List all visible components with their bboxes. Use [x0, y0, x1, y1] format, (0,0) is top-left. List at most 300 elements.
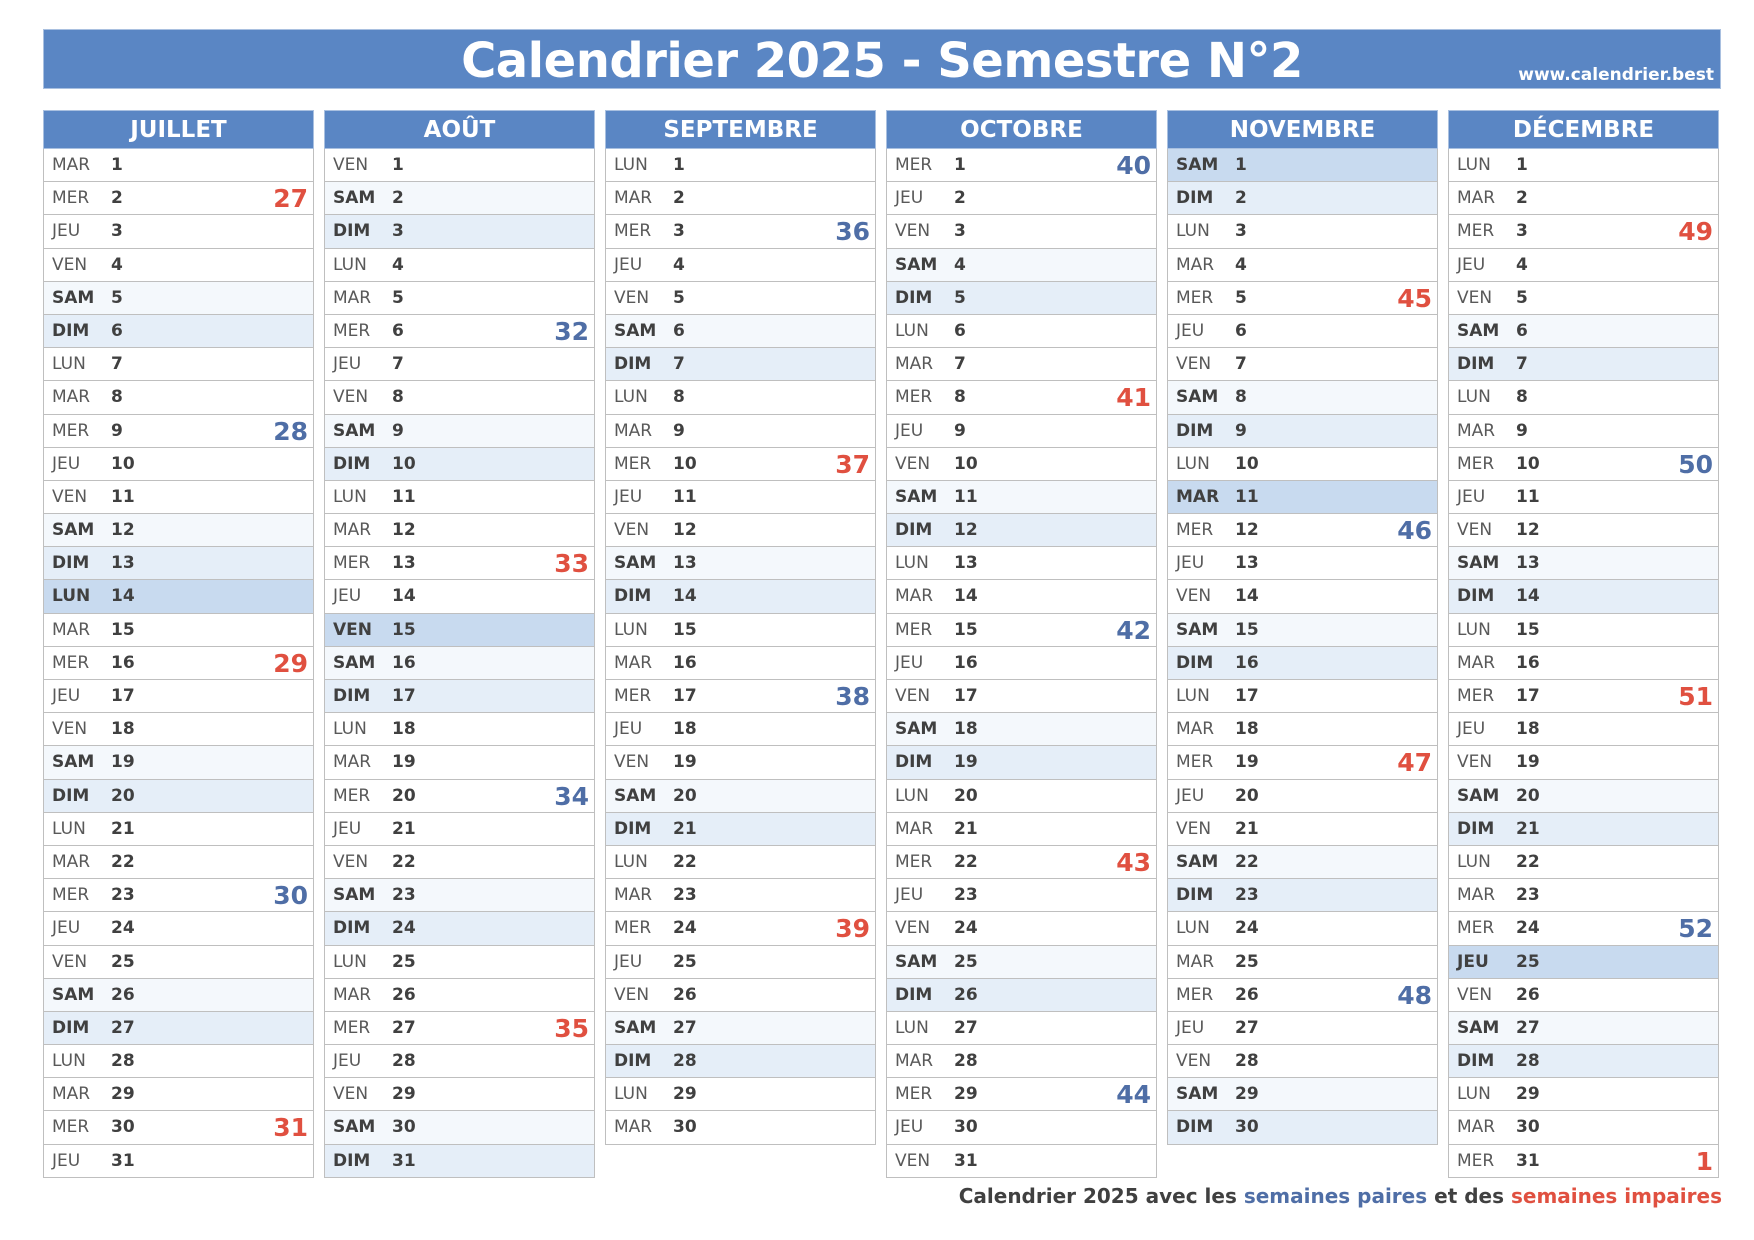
day-number: 15 [1235, 619, 1259, 640]
day-name: DIM [52, 1017, 90, 1038]
day-name: MER [895, 155, 933, 175]
day-number: 6 [111, 320, 123, 341]
day-row [324, 647, 595, 680]
day-name: VEN [1457, 984, 1493, 1005]
day-name: VEN [614, 984, 650, 1005]
week-number: 51 [1678, 682, 1713, 711]
day-name: DIM [614, 354, 652, 375]
day-name: VEN [1176, 354, 1212, 375]
day-row [324, 614, 595, 647]
day-name: LUN [333, 951, 367, 972]
day-name: JEU [614, 719, 643, 740]
day-row [1167, 813, 1438, 846]
day-row [605, 215, 876, 248]
day-name: MER [1176, 752, 1214, 773]
week-number: 49 [1678, 217, 1713, 247]
day-number: 14 [954, 586, 978, 607]
day-number: 23 [1235, 885, 1259, 906]
month-column [43, 110, 314, 1178]
day-name: LUN [614, 619, 648, 640]
day-name: LUN [1457, 851, 1491, 872]
day-number: 6 [673, 320, 685, 341]
day-row [605, 813, 876, 846]
day-row [324, 780, 595, 813]
day-number: 24 [673, 918, 697, 939]
day-name: SAM [52, 287, 95, 308]
day-name: JEU [614, 486, 643, 507]
footer-middle: et des [1434, 1184, 1504, 1208]
month-header: DÉCEMBRE [1448, 110, 1719, 149]
day-name: SAM [1176, 851, 1219, 872]
day-name: LUN [1457, 155, 1491, 175]
day-number: 29 [1235, 1084, 1259, 1105]
day-row [886, 215, 1157, 248]
month-column [605, 110, 876, 1145]
day-number: 14 [1235, 586, 1259, 607]
day-row [1448, 149, 1719, 182]
day-number: 2 [954, 188, 966, 209]
day-row [324, 979, 595, 1012]
day-row [605, 580, 876, 613]
day-row [1448, 780, 1719, 813]
day-name: MAR [1457, 188, 1496, 209]
day-number: 15 [954, 619, 978, 640]
day-name: MER [614, 686, 652, 706]
day-number: 18 [673, 719, 697, 740]
day-number: 20 [1516, 785, 1540, 806]
day-name: SAM [1457, 1017, 1500, 1038]
day-number: 17 [392, 686, 416, 706]
week-number: 36 [835, 217, 870, 247]
day-name: VEN [333, 619, 372, 640]
day-number: 15 [111, 619, 135, 640]
day-name: LUN [333, 254, 367, 275]
day-number: 15 [392, 619, 416, 640]
day-row [1448, 912, 1719, 945]
day-number: 8 [673, 387, 685, 408]
day-name: MAR [895, 354, 934, 375]
day-number: 13 [1235, 553, 1259, 574]
day-number: 7 [673, 354, 685, 375]
day-number: 8 [954, 387, 966, 408]
day-number: 6 [392, 320, 404, 341]
day-row [886, 149, 1157, 182]
week-number: 45 [1397, 283, 1432, 313]
day-row [324, 846, 595, 879]
day-name: JEU [895, 1117, 924, 1138]
day-row [1448, 215, 1719, 248]
week-number: 40 [1116, 151, 1151, 180]
day-name: VEN [1457, 520, 1493, 541]
day-name: LUN [1176, 686, 1210, 706]
day-name: JEU [1457, 719, 1486, 740]
day-row [43, 415, 314, 448]
day-number: 31 [392, 1150, 416, 1171]
day-name: LUN [52, 1051, 86, 1072]
day-number: 16 [1235, 652, 1259, 673]
day-number: 1 [111, 155, 123, 175]
day-name: MAR [1457, 652, 1496, 673]
day-number: 26 [392, 984, 416, 1005]
day-number: 18 [392, 719, 416, 740]
day-row [605, 448, 876, 481]
day-number: 21 [1235, 818, 1259, 839]
day-row [1167, 149, 1438, 182]
day-number: 28 [1235, 1051, 1259, 1072]
day-name: DIM [895, 287, 933, 308]
day-name: VEN [52, 719, 88, 740]
day-number: 19 [1235, 752, 1259, 773]
day-row [324, 547, 595, 580]
day-row [605, 680, 876, 713]
day-row [1167, 415, 1438, 448]
day-number: 25 [954, 951, 978, 972]
day-row [1448, 580, 1719, 613]
day-number: 11 [954, 486, 978, 507]
day-row [43, 1045, 314, 1078]
day-number: 8 [111, 387, 123, 408]
day-name: VEN [895, 221, 931, 242]
day-number: 25 [673, 951, 697, 972]
day-number: 29 [673, 1084, 697, 1105]
day-row [886, 647, 1157, 680]
day-row [886, 481, 1157, 514]
day-name: SAM [333, 188, 376, 209]
day-row [1448, 1012, 1719, 1045]
day-row [43, 1012, 314, 1045]
day-name: MER [333, 320, 371, 341]
day-number: 30 [392, 1117, 416, 1138]
day-number: 15 [1516, 619, 1540, 640]
day-number: 25 [111, 951, 135, 972]
day-row [1448, 547, 1719, 580]
day-number: 21 [111, 818, 135, 839]
day-name: DIM [1457, 818, 1495, 839]
day-number: 12 [1516, 520, 1540, 541]
day-name: VEN [52, 486, 88, 507]
day-name: LUN [1457, 387, 1491, 408]
week-number: 44 [1116, 1080, 1151, 1110]
day-name: VEN [333, 155, 369, 175]
day-name: MAR [1176, 951, 1215, 972]
day-row [43, 879, 314, 912]
day-row [605, 514, 876, 547]
day-number: 24 [392, 918, 416, 939]
day-number: 6 [1516, 320, 1528, 341]
day-number: 19 [111, 752, 135, 773]
day-name: DIM [895, 520, 933, 541]
day-name: MER [52, 885, 90, 906]
month-header: JUILLET [43, 110, 314, 149]
day-row [1167, 979, 1438, 1012]
day-number: 2 [1516, 188, 1528, 209]
day-number: 30 [954, 1117, 978, 1138]
day-name: DIM [1176, 885, 1214, 906]
week-number: 52 [1678, 914, 1713, 944]
day-name: LUN [333, 486, 367, 507]
day-name: DIM [333, 686, 371, 706]
day-number: 8 [1235, 387, 1247, 408]
day-row [324, 946, 595, 979]
day-row [324, 514, 595, 547]
day-name: MAR [52, 1084, 91, 1105]
day-name: MER [1176, 520, 1214, 541]
day-row [324, 1012, 595, 1045]
day-number: 4 [954, 254, 966, 275]
day-name: MER [1457, 453, 1495, 474]
day-row [1448, 946, 1719, 979]
day-number: 14 [392, 586, 416, 607]
day-row [605, 780, 876, 813]
day-name: DIM [614, 1051, 652, 1072]
day-row [605, 1045, 876, 1078]
day-name: JEU [1176, 785, 1205, 806]
day-number: 30 [111, 1117, 135, 1138]
day-name: LUN [1176, 221, 1210, 242]
day-row [43, 381, 314, 414]
week-number: 32 [554, 316, 589, 346]
day-name: JEU [895, 885, 924, 906]
day-row [605, 846, 876, 879]
day-row [886, 1045, 1157, 1078]
day-name: MAR [1457, 420, 1496, 441]
day-number: 20 [954, 785, 978, 806]
day-row [1448, 1045, 1719, 1078]
day-number: 30 [1235, 1117, 1259, 1138]
day-name: SAM [1457, 553, 1500, 574]
day-number: 3 [1516, 221, 1528, 242]
day-number: 10 [673, 453, 697, 474]
day-row [43, 249, 314, 282]
day-name: VEN [1176, 586, 1212, 607]
day-row [324, 448, 595, 481]
day-number: 11 [1235, 486, 1259, 507]
day-row [1448, 879, 1719, 912]
day-name: VEN [1457, 287, 1493, 308]
day-row [1448, 282, 1719, 315]
day-number: 4 [1235, 254, 1247, 275]
day-number: 21 [1516, 818, 1540, 839]
day-row [886, 415, 1157, 448]
day-row [324, 1078, 595, 1111]
day-name: MAR [52, 619, 91, 640]
day-name: LUN [614, 155, 648, 175]
day-number: 28 [1516, 1051, 1540, 1072]
day-row [886, 1012, 1157, 1045]
day-name: VEN [895, 453, 931, 474]
day-number: 26 [1516, 984, 1540, 1005]
day-number: 6 [954, 320, 966, 341]
day-number: 16 [1516, 652, 1540, 673]
day-number: 20 [111, 785, 135, 806]
day-name: JEU [1457, 254, 1486, 275]
day-name: MER [1176, 984, 1214, 1005]
day-row [605, 979, 876, 1012]
day-name: DIM [52, 785, 90, 806]
day-name: JEU [1176, 553, 1205, 574]
day-name: SAM [1457, 785, 1500, 806]
day-row [1167, 249, 1438, 282]
day-row [324, 149, 595, 182]
month-column [1167, 110, 1438, 1145]
day-row [1448, 514, 1719, 547]
day-row [1167, 481, 1438, 514]
day-row [1448, 182, 1719, 215]
day-number: 12 [673, 520, 697, 541]
day-row [324, 912, 595, 945]
week-number: 29 [273, 648, 308, 678]
day-number: 29 [111, 1084, 135, 1105]
day-number: 1 [1516, 155, 1528, 175]
day-name: DIM [1457, 586, 1495, 607]
day-row [605, 182, 876, 215]
day-name: MAR [614, 1117, 653, 1138]
day-name: JEU [52, 221, 81, 242]
day-row [1448, 746, 1719, 779]
day-row [324, 315, 595, 348]
day-number: 31 [111, 1150, 135, 1171]
day-name: MAR [1176, 486, 1220, 507]
day-name: SAM [1176, 387, 1219, 408]
week-number: 37 [835, 449, 870, 479]
day-row [1167, 680, 1438, 713]
day-row [886, 813, 1157, 846]
day-row [1448, 680, 1719, 713]
day-name: SAM [52, 984, 95, 1005]
day-number: 18 [954, 719, 978, 740]
day-number: 8 [1516, 387, 1528, 408]
day-row [605, 647, 876, 680]
day-name: VEN [895, 918, 931, 939]
day-number: 26 [673, 984, 697, 1005]
day-number: 12 [1235, 520, 1259, 541]
day-number: 28 [392, 1051, 416, 1072]
day-name: SAM [1176, 155, 1219, 175]
day-name: SAM [1176, 1084, 1219, 1105]
day-name: MER [1457, 686, 1495, 706]
day-name: JEU [333, 1051, 362, 1072]
day-name: MER [52, 1117, 90, 1138]
day-row [43, 315, 314, 348]
day-number: 7 [392, 354, 404, 375]
footer-prefix: Calendrier 2025 avec les [958, 1184, 1237, 1208]
day-number: 21 [673, 818, 697, 839]
day-number: 19 [392, 752, 416, 773]
day-name: MAR [614, 885, 653, 906]
day-name: SAM [333, 885, 376, 906]
day-number: 31 [954, 1150, 978, 1171]
day-number: 17 [673, 686, 697, 706]
day-name: DIM [333, 453, 371, 474]
day-number: 24 [1516, 918, 1540, 939]
day-name: MER [333, 785, 371, 806]
day-row [324, 713, 595, 746]
day-row [324, 282, 595, 315]
day-number: 22 [111, 851, 135, 872]
day-name: SAM [1176, 619, 1219, 640]
day-row [1167, 282, 1438, 315]
day-row [886, 1078, 1157, 1111]
day-number: 27 [392, 1017, 416, 1038]
day-number: 14 [1516, 586, 1540, 607]
day-row [43, 182, 314, 215]
day-name: VEN [895, 1150, 931, 1171]
day-name: DIM [1176, 652, 1214, 673]
day-row [605, 946, 876, 979]
day-number: 18 [111, 719, 135, 740]
day-name: JEU [1176, 320, 1205, 341]
day-row [43, 780, 314, 813]
day-name: JEU [52, 453, 81, 474]
day-name: JEU [1457, 486, 1486, 507]
page-title: Calendrier 2025 - Semestre N°2 [461, 33, 1303, 89]
day-row [1167, 846, 1438, 879]
day-number: 5 [392, 287, 404, 308]
day-number: 9 [111, 420, 123, 441]
day-number: 9 [1516, 420, 1528, 441]
day-number: 9 [673, 420, 685, 441]
day-name: MER [895, 1084, 933, 1105]
day-name: MAR [333, 520, 372, 541]
day-number: 12 [111, 520, 135, 541]
day-number: 26 [954, 984, 978, 1005]
day-number: 16 [111, 652, 135, 673]
day-row [43, 149, 314, 182]
day-number: 4 [1516, 254, 1528, 275]
month-column [324, 110, 595, 1178]
day-row [1448, 448, 1719, 481]
day-number: 30 [673, 1117, 697, 1138]
day-name: MAR [52, 851, 91, 872]
day-row [324, 879, 595, 912]
day-name: LUN [52, 818, 86, 839]
day-number: 22 [1516, 851, 1540, 872]
day-name: VEN [1176, 1051, 1212, 1072]
day-number: 12 [954, 520, 978, 541]
day-number: 23 [954, 885, 978, 906]
day-row [43, 713, 314, 746]
day-name: DIM [895, 984, 933, 1005]
day-name: MER [333, 553, 371, 574]
day-name: MER [614, 918, 652, 939]
day-number: 3 [954, 221, 966, 242]
day-row [1167, 1045, 1438, 1078]
day-row [886, 680, 1157, 713]
day-row [43, 547, 314, 580]
day-number: 10 [1235, 453, 1259, 474]
day-number: 2 [673, 188, 685, 209]
day-name: SAM [52, 520, 95, 541]
day-number: 10 [954, 453, 978, 474]
day-row [1448, 381, 1719, 414]
day-name: SAM [333, 420, 376, 441]
week-number: 33 [554, 549, 589, 579]
day-row [43, 813, 314, 846]
day-number: 9 [392, 420, 404, 441]
day-row [43, 481, 314, 514]
day-name: DIM [1457, 354, 1495, 375]
day-row [43, 215, 314, 248]
week-number: 39 [835, 914, 870, 944]
day-name: DIM [333, 221, 371, 242]
day-name: VEN [333, 387, 369, 408]
week-number: 35 [554, 1013, 589, 1043]
day-number: 5 [954, 287, 966, 308]
day-number: 1 [1235, 155, 1247, 175]
day-row [605, 149, 876, 182]
day-number: 4 [111, 254, 123, 275]
day-name: MAR [1457, 885, 1496, 906]
